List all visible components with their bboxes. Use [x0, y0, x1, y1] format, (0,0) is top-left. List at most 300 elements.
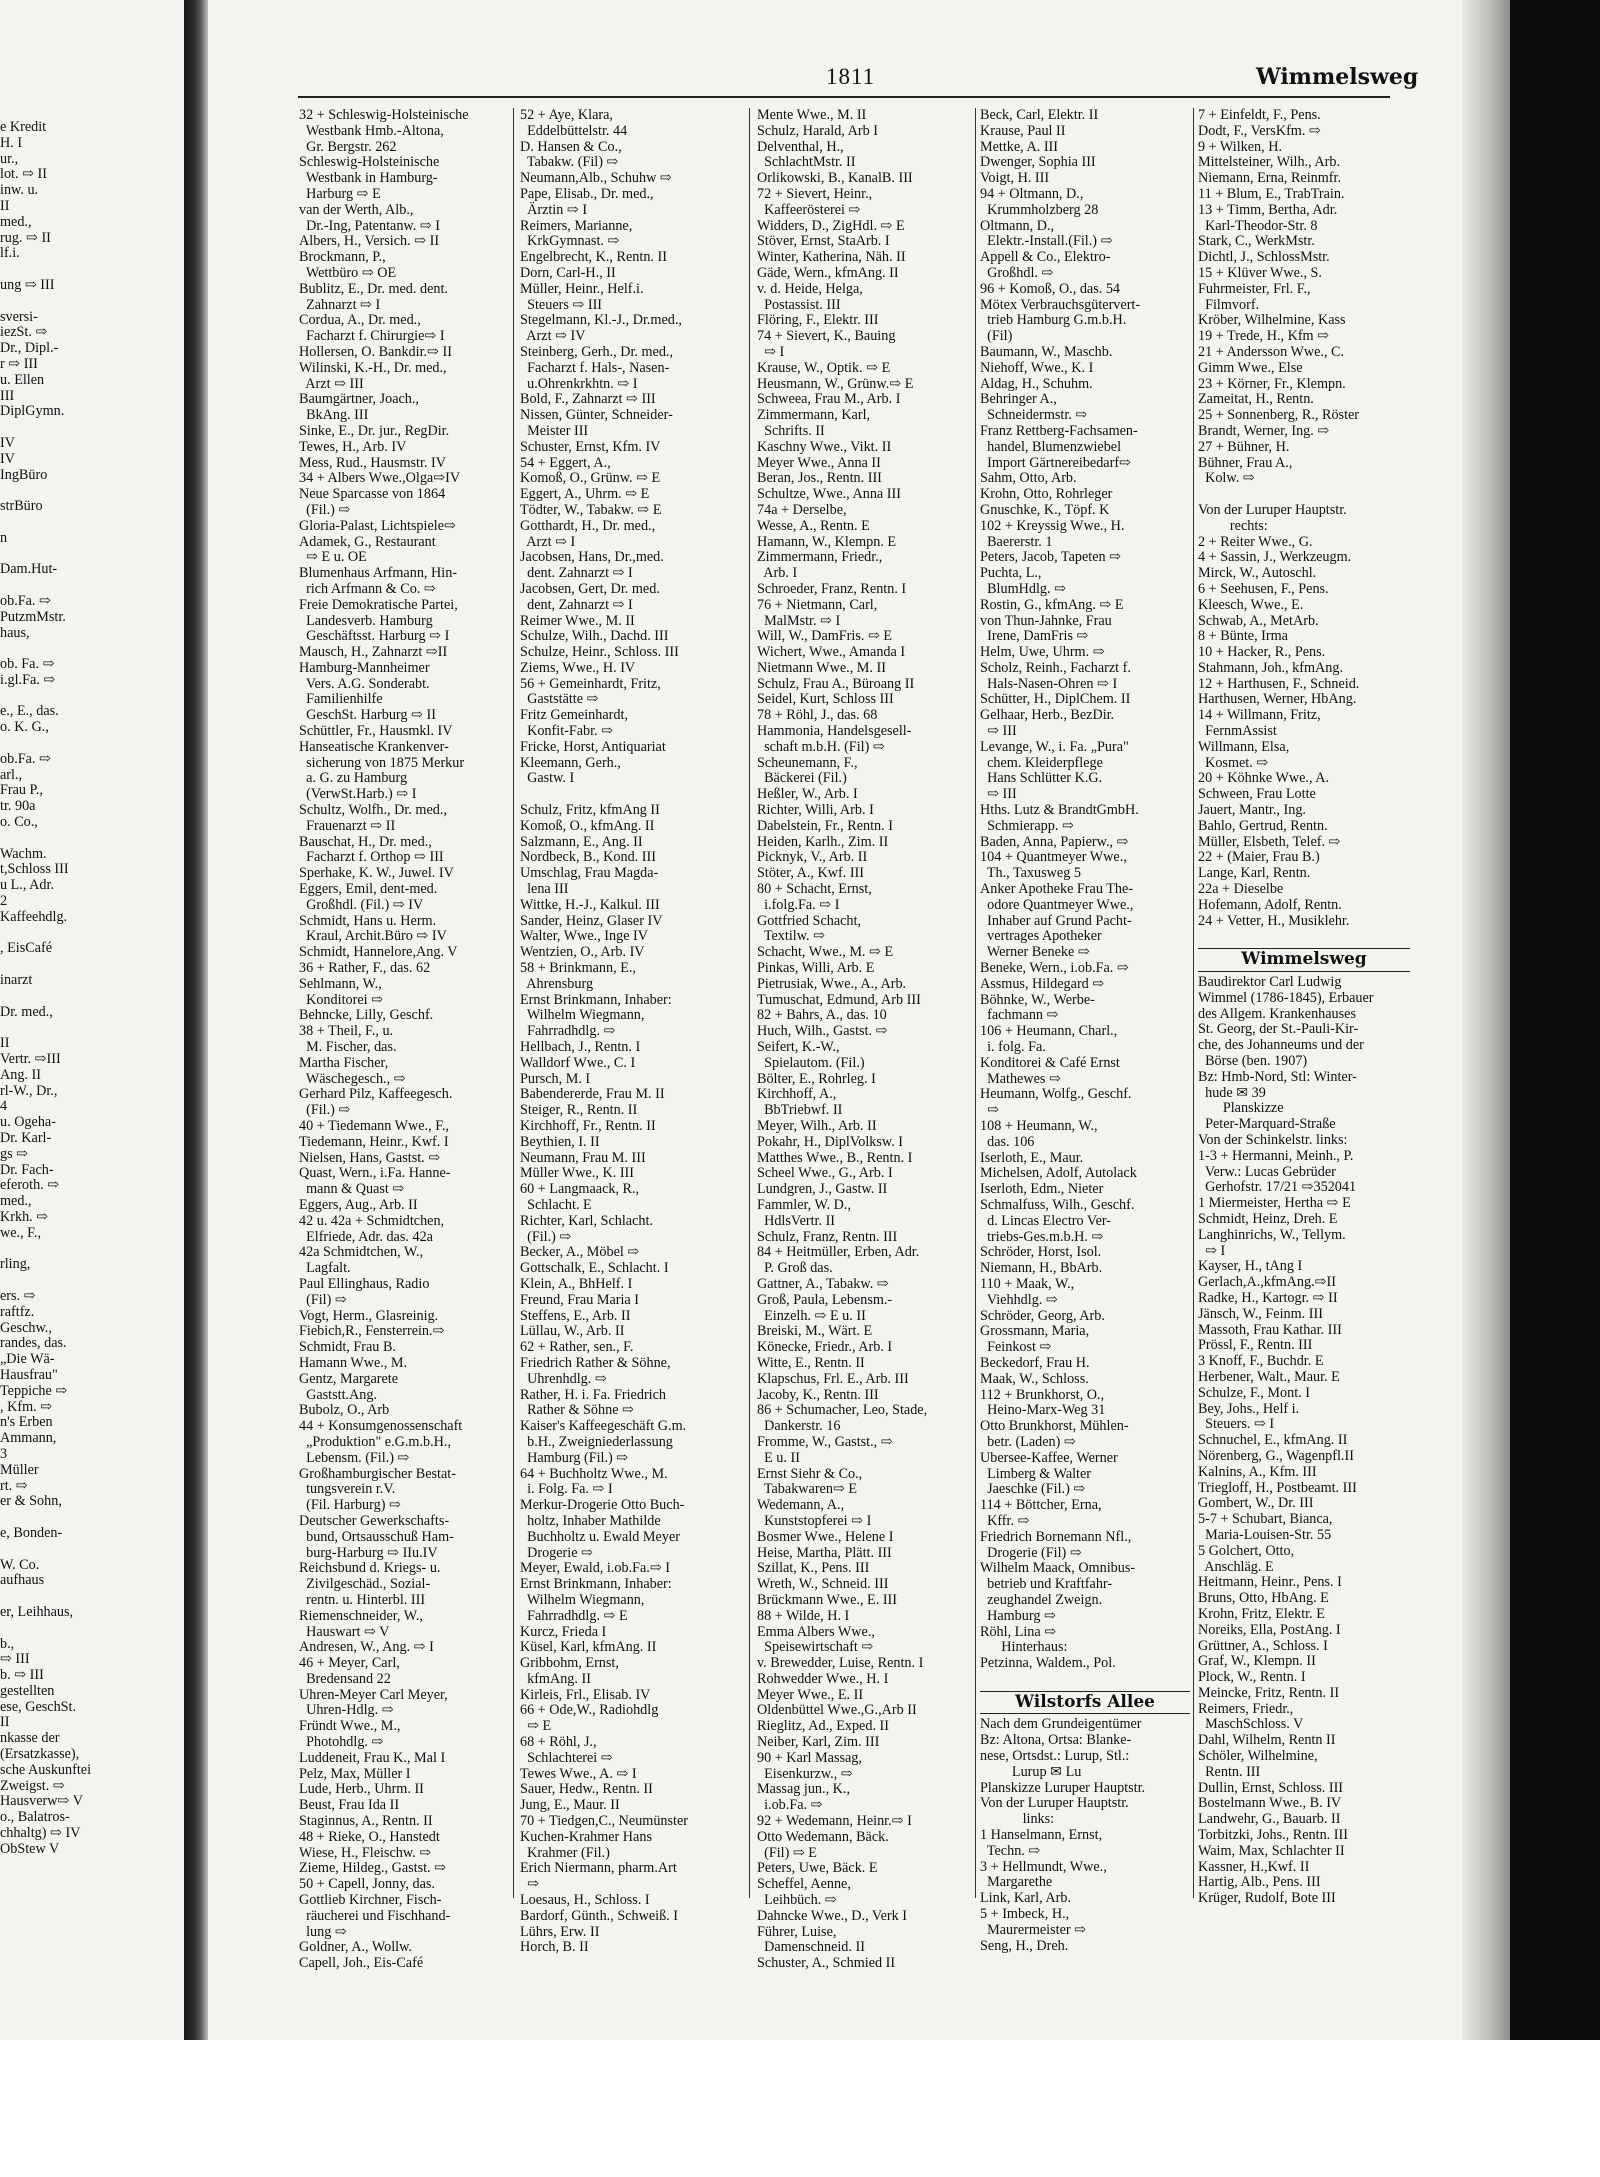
directory-entry: Import Gärtnereibedarf⇨	[980, 454, 1131, 471]
directory-entry: Goldner, A., Wollw.	[299, 1939, 412, 1956]
directory-entry: Blumenhaus Arfmann, Hin-	[299, 565, 458, 582]
directory-entry: 1 Miermeister, Hertha ⇨ E	[1198, 1195, 1351, 1212]
directory-entry: i. folg. Fa.	[980, 1039, 1046, 1056]
directory-entry: Sinke, E., Dr. jur., RegDir.	[299, 422, 450, 439]
directory-entry: Schmidt, Hannelore,Ang. V	[299, 944, 458, 961]
directory-entry: Waim, Max, Schlachter II	[1198, 1842, 1345, 1859]
directory-entry: Hauswart ⇨ V	[299, 1623, 390, 1640]
directory-entry: Will, W., DamFris. ⇨ E	[757, 628, 893, 645]
directory-entry: Schmidt, Frau B.	[299, 1339, 396, 1356]
directory-entry: 1-3 + Hermanni, Meinh., P.	[1198, 1147, 1354, 1164]
directory-entry: Rieglitz, Ad., Exped. II	[757, 1718, 889, 1735]
directory-entry: Bardorf, Günth., Schweiß. I	[520, 1907, 679, 1924]
directory-entry: Schmierapp. ⇨	[980, 817, 1074, 834]
directory-entry: holtz, Inhaber Mathilde	[520, 1512, 661, 1529]
directory-entry: Facharzt f. Orthop ⇨ III	[299, 849, 444, 866]
directory-entry: Gombert, W., Dr. III	[1198, 1495, 1314, 1512]
directory-entry: 32 + Schleswig-Holsteinische	[299, 107, 469, 123]
directory-entry: Zieme, Hildeg., Gastst. ⇨	[299, 1860, 447, 1877]
directory-entry: Reimers, Friedr.,	[1198, 1700, 1294, 1717]
directory-entry: i.ob.Fa. ⇨	[757, 1797, 823, 1814]
directory-entry: Mess, Rud., Hausmstr. IV	[299, 454, 447, 471]
directory-entry: triebs-Ges.m.b.H. ⇨	[980, 1228, 1104, 1245]
directory-entry: Anschläg. E	[1198, 1558, 1274, 1575]
directory-entry: Verw.: Lucas Gebrüder	[1198, 1163, 1336, 1180]
directory-entry: Babendererde, Frau M. II	[520, 1086, 665, 1103]
directory-entry: Heiden, Karlh., Zim. II	[757, 833, 889, 850]
directory-entry: Maak, W., Schloss.	[980, 1370, 1089, 1387]
directory-entry: fachmann ⇨	[980, 1007, 1059, 1024]
directory-entry: Schütter, H., DiplChem. II	[980, 691, 1131, 708]
directory-entry: Meyer Wwe., E. II	[757, 1686, 864, 1703]
directory-entry: n	[0, 529, 8, 546]
directory-entry: med.,	[0, 213, 32, 230]
directory-entry: D. Hansen & Co.,	[520, 138, 622, 155]
directory-entry: Bz: Hmb-Nord, Stl: Winter-	[1198, 1068, 1357, 1085]
directory-entry: v. d. Heide, Helga,	[757, 280, 863, 297]
directory-entry: Meincke, Fritz, Rentn. II	[1198, 1684, 1340, 1701]
directory-entry: Luddeneit, Frau K., Mal I	[299, 1749, 446, 1766]
directory-entry: Jacobsen, Hans, Dr.,med.	[520, 549, 664, 566]
directory-entry: van der Werth, Alb.,	[299, 201, 414, 218]
directory-entry: 74 + Sievert, K., Bauing	[757, 328, 896, 345]
directory-entry: Nörenberg, G., Wagenpfl.II	[1198, 1447, 1354, 1464]
directory-entry: gestellten	[0, 1682, 55, 1699]
directory-entry: Hans Schlütter K.G.	[980, 770, 1103, 787]
directory-entry: Sperhake, K. W., Juwel. IV	[299, 865, 454, 882]
directory-entry: Langhinrichs, W., Tellym.	[1198, 1226, 1346, 1243]
directory-entry: Fritz Gemeinhardt,	[520, 707, 628, 724]
directory-entry: Meister III	[520, 422, 589, 439]
directory-entry: Lagfalt.	[299, 1260, 351, 1277]
directory-entry: Flöring, F., Elektr. III	[757, 312, 879, 329]
directory-entry: 42a Schmidtchen, W.,	[299, 1244, 424, 1261]
directory-entry: Gelhaar, Herb., BezDir.	[980, 707, 1115, 724]
spacer	[0, 1589, 84, 1605]
directory-entry: Fromme, W., Gastst., ⇨	[757, 1433, 893, 1450]
directory-entry: 76 + Nietmann, Carl,	[757, 596, 878, 613]
directory-entry: Uhren-Meyer Carl Meyer,	[299, 1686, 448, 1703]
directory-entry: ob.Fa. ⇨	[0, 592, 51, 609]
directory-entry: Schneidermstr. ⇨	[980, 407, 1088, 424]
directory-entry: Graf, W., Klempn. II	[1198, 1653, 1316, 1670]
directory-entry: Dichtl, J., SchlossMstr.	[1198, 249, 1330, 266]
spacer	[0, 294, 84, 310]
directory-entry: Planskizze	[1198, 1100, 1284, 1117]
directory-entry: Baudirektor Carl Ludwig	[1198, 974, 1342, 991]
directory-entry: 104 + Quantmeyer Wwe.,	[980, 849, 1127, 866]
directory-entry: Dankerstr. 16	[757, 1418, 841, 1435]
directory-entry: Oldenbüttel Wwe.,G.,Arb II	[757, 1702, 917, 1719]
directory-entry: bund, Ortsausschuß Ham-	[299, 1528, 454, 1545]
directory-entry: DiplGymn.	[0, 403, 65, 420]
directory-entry: Schrifts. II	[757, 422, 825, 439]
directory-entry: Schmalfuss, Wilh., Geschf.	[980, 1196, 1135, 1213]
directory-entry: Paul Ellinghaus, Radio	[299, 1275, 430, 1292]
directory-entry: 11 + Blum, E., TrabTrain.	[1198, 185, 1345, 202]
directory-entry: Gerhard Pilz, Kaffeegesch.	[299, 1086, 453, 1103]
directory-entry: Lebensm. (Fil.) ⇨	[299, 1449, 410, 1466]
directory-entry: Mettke, A. III	[980, 138, 1059, 155]
directory-entry: Kaffeerösterei ⇨	[757, 201, 861, 218]
directory-entry: Aldag, H., Schuhm.	[980, 375, 1093, 392]
directory-entry: Limberg & Walter	[980, 1465, 1092, 1482]
directory-entry: Zahnarzt ⇨ I	[299, 296, 381, 313]
directory-entry: Niemann, Erna, Reinmfr.	[1198, 170, 1342, 187]
spacer	[0, 1273, 84, 1289]
directory-entry: e, Bonden-	[0, 1524, 63, 1541]
directory-entry: Nielsen, Hans, Gastst. ⇨	[299, 1149, 441, 1166]
directory-entry: 9 + Wilken, H.	[1198, 138, 1283, 155]
directory-entry: BlumHdlg. ⇨	[980, 580, 1066, 597]
directory-entry: II	[0, 1714, 10, 1731]
directory-entry: aufhaus	[0, 1572, 45, 1589]
directory-entry: Eggers, Emil, dent-med.	[299, 881, 438, 898]
directory-entry: Facharzt f. Chirurgie⇨ I	[299, 328, 445, 345]
directory-entry: Szillat, K., Pens. III	[757, 1560, 870, 1577]
directory-entry: PutzmMstr.	[0, 608, 66, 625]
directory-entry: Heßler, W., Arb. I	[757, 786, 858, 803]
directory-entry: ung ⇨ III	[0, 276, 55, 293]
directory-entry: 68 + Röhl, J.,	[520, 1734, 597, 1751]
directory-entry: Vers. A.G. Sonderabt.	[299, 675, 430, 692]
directory-entry: Von der Luruper Hauptstr.	[1198, 501, 1347, 518]
directory-entry: 22 + (Maier, Frau B.)	[1198, 849, 1320, 866]
directory-entry: sversi-	[0, 308, 38, 325]
directory-entry: Eddelbüttelstr. 44	[520, 122, 628, 139]
directory-entry: Schultz, Wolfh., Dr. med.,	[299, 802, 447, 819]
directory-entry: „Die Wä-	[0, 1351, 55, 1368]
directory-entry: 56 + Gemeinhardt, Fritz,	[520, 675, 661, 692]
directory-entry: Jänsch, W., Feinm. III	[1198, 1305, 1323, 1322]
directory-entry: Krummholzberg 28	[980, 201, 1099, 218]
directory-entry: dent. Zahnarzt ⇨ I	[520, 565, 633, 582]
directory-entry: Schröder, Horst, Isol.	[980, 1244, 1102, 1261]
directory-entry: (Fil) ⇨	[299, 1291, 347, 1308]
directory-entry: Breiski, M., Wärt. E	[757, 1323, 873, 1340]
directory-entry: n's Erben	[0, 1414, 53, 1431]
directory-entry: Gastw. I	[520, 770, 575, 787]
directory-entry: Wilhelm Maack, Omnibus-	[980, 1560, 1136, 1577]
directory-entry: Appell & Co., Elektro-	[980, 249, 1111, 266]
directory-entry: Lude, Herb., Uhrm. II	[299, 1781, 424, 1798]
directory-entry: Wachm.	[0, 845, 47, 862]
directory-entry: Fahrradhdlg. ⇨ E	[520, 1607, 628, 1624]
directory-entry: Plock, W., Rentn. I	[1198, 1669, 1306, 1686]
column-divider	[975, 108, 976, 1898]
directory-entry: Lange, Karl, Rentn.	[1198, 865, 1311, 882]
directory-entry: Frauenarzt ⇨ II	[299, 817, 396, 834]
directory-entry: Hausverw⇨ V	[0, 1793, 83, 1810]
directory-entry: Matthes Wwe., B., Rentn. I	[757, 1149, 913, 1166]
directory-entry: Facharzt f. Hals-, Nasen-	[520, 359, 670, 376]
directory-entry: Neumann,Alb., Schuhw ⇨	[520, 170, 672, 187]
directory-entry: Fründt Wwe., M.,	[299, 1718, 401, 1735]
directory-entry: Bäckerei (Fil.)	[757, 770, 847, 787]
directory-entry: 58 + Brinkmann, E.,	[520, 960, 636, 977]
directory-entry: Torbitzki, Johs., Rentn. III	[1198, 1827, 1348, 1844]
directory-entry: Loesaus, H., Schloss. I	[520, 1892, 650, 1909]
directory-entry: Schulz, Franz, Rentn. III	[757, 1228, 898, 1245]
previous-page-fragment	[0, 119, 92, 1858]
directory-entry: Postassist. III	[757, 296, 841, 313]
directory-entry: Wreth, W., Schneid. III	[757, 1576, 889, 1593]
directory-entry: u. Ogeha-	[0, 1114, 56, 1131]
directory-entry: Brockmann, P.,	[299, 249, 386, 266]
directory-entry: Tewes Wwe., A. ⇨ I	[520, 1765, 637, 1782]
directory-entry: Arzt ⇨ III	[299, 375, 364, 392]
directory-entry: Steinberg, Gerh., Dr. med.,	[520, 343, 674, 360]
directory-entry: Richter, Willi, Arb. I	[757, 802, 874, 819]
directory-entry: 84 + Heitmüller, Erben, Adr.	[757, 1244, 920, 1261]
directory-entry: o., Balatros-	[0, 1809, 70, 1826]
directory-entry: mann & Quast ⇨	[299, 1181, 405, 1198]
directory-entry: Grossmann, Maria,	[980, 1323, 1090, 1340]
directory-entry: i.folg.Fa. ⇨ I	[757, 896, 840, 913]
directory-entry: Kolw. ⇨	[1198, 470, 1255, 487]
directory-entry: Beust, Frau Ida II	[299, 1797, 400, 1814]
directory-entry: Tewes, H., Arb. IV	[299, 438, 407, 455]
directory-entry: Steuers ⇨ III	[520, 296, 603, 313]
directory-entry: 64 + Buchholtz Wwe., M.	[520, 1465, 668, 1482]
directory-entry: Lüllau, W., Arb. II	[520, 1323, 625, 1340]
directory-entry: dent, Zahnarzt ⇨ I	[520, 596, 633, 613]
directory-entry: Richter, Karl, Schlacht.	[520, 1212, 653, 1229]
directory-column-2	[520, 107, 735, 1956]
directory-entry: 25 + Sonnenberg, R., Röster	[1198, 407, 1360, 424]
directory-entry: Mirck, W., Autoschl.	[1198, 565, 1317, 582]
directory-entry: Buchholtz u. Ewald Meyer	[520, 1528, 680, 1545]
scan-border	[1510, 0, 1600, 2040]
directory-entry: 86 + Schumacher, Leo, Stade,	[757, 1402, 928, 1419]
directory-entry: o. Co.,	[0, 814, 38, 831]
directory-entry: Sahm, Otto, Arb.	[980, 470, 1077, 487]
directory-entry: Von der Schinkelstr. links:	[1198, 1132, 1348, 1148]
directory-entry: 66 + Ode,W., Radiohdlg	[520, 1702, 659, 1719]
directory-entry: Salzmann, E., Ang. II	[520, 833, 643, 850]
directory-entry: 70 + Tiedgen,C., Neumünster	[520, 1813, 689, 1830]
directory-entry: Picknyk, V., Arb. II	[757, 849, 868, 866]
directory-entry: Kffr. ⇨	[980, 1512, 1030, 1529]
directory-entry: 1 Hanselmann, Ernst,	[980, 1827, 1103, 1844]
directory-entry: chhaltg) ⇨ IV	[0, 1825, 81, 1842]
directory-entry: Wimmel (1786-1845), Erbauer	[1198, 989, 1374, 1006]
directory-entry: Bölter, E., Rohrleg. I	[757, 1070, 876, 1087]
directory-entry: Meyer, Ewald, i.ob.Fa.⇨ I	[520, 1560, 671, 1577]
directory-entry: Böhnke, W., Werbe-	[980, 991, 1095, 1008]
directory-entry: Margarethe	[980, 1874, 1053, 1891]
directory-entry: Dahl, Wilhelm, Rentn II	[1198, 1732, 1336, 1749]
directory-entry: Hamburg (Fil.) ⇨	[520, 1449, 629, 1466]
directory-entry: Krkh. ⇨	[0, 1208, 49, 1225]
directory-entry: Heusmann, W., Grünw.⇨ E	[757, 375, 914, 392]
directory-entry: MaschSchloss. V	[1198, 1716, 1304, 1733]
directory-entry: 21 + Andersson Wwe., C.	[1198, 343, 1345, 360]
directory-entry: 108 + Heumann, W.,	[980, 1118, 1098, 1134]
directory-entry: Steffens, E., Arb. II	[520, 1307, 631, 1324]
directory-entry: links:	[980, 1811, 1055, 1828]
directory-entry: Führer, Luise,	[757, 1923, 837, 1940]
directory-entry: Ernst Brinkmann, Inhaber:	[520, 991, 672, 1008]
directory-entry: Bublitz, E., Dr. med. dent.	[299, 280, 448, 297]
directory-entry: Ang. II	[0, 1066, 41, 1083]
directory-entry: Kaffeehdlg.	[0, 908, 68, 925]
directory-entry: betr. (Laden) ⇨	[980, 1433, 1076, 1450]
directory-entry: 22a + Dieselbe	[1198, 881, 1284, 898]
directory-entry: Sehlmann, W.,	[299, 975, 382, 992]
directory-entry: Lundgren, J., Gastw. II	[757, 1181, 888, 1198]
directory-entry: 72 + Sievert, Heinr.,	[757, 185, 873, 202]
directory-entry: Tiedemann, Heinr., Kwf. I	[299, 1133, 449, 1150]
directory-entry: u. Ellen	[0, 371, 45, 388]
directory-entry: ⇨ I	[1198, 1242, 1226, 1259]
directory-entry: Iserloth, E., Maur.	[980, 1149, 1084, 1166]
directory-entry: Gr. Bergstr. 262	[299, 138, 397, 155]
directory-entry: 112 + Brunkhorst, O.,	[980, 1386, 1105, 1403]
directory-entry: Neue Sparcasse von 1864	[299, 486, 446, 503]
directory-entry: Großhdl. ⇨	[980, 264, 1054, 281]
directory-entry: 24 + Vetter, H., Musiklehr.	[1198, 912, 1350, 929]
directory-entry: Maurermeister ⇨	[980, 1921, 1087, 1938]
directory-entry: rich Arfmann & Co. ⇨	[299, 580, 436, 597]
directory-entry: Scholz, Reinh., Facharzt f.	[980, 659, 1131, 676]
directory-entry: Widders, D., ZigHdl. ⇨ E	[757, 217, 905, 234]
directory-entry: Wichert, Wwe., Amanda I	[757, 644, 906, 661]
directory-entry: Bruns, Otto, HbAng. E	[1198, 1590, 1329, 1607]
directory-entry: Schuster, A., Schmied II	[757, 1955, 896, 1972]
directory-entry: Hamann Wwe., M.	[299, 1354, 408, 1371]
directory-entry: Brückmann Wwe., E. III	[757, 1591, 897, 1608]
directory-entry: SchlachtMstr. II	[757, 154, 856, 171]
directory-entry: Noreiks, Ella, PostAng. I	[1198, 1621, 1341, 1638]
directory-entry: Vertr. ⇨III	[0, 1051, 61, 1068]
directory-entry: Hamann, W., Klempn. E	[757, 533, 897, 550]
directory-entry: 5 + Imbeck, H.,	[980, 1906, 1070, 1923]
directory-entry: we., F.,	[0, 1224, 42, 1241]
directory-entry: Hartig, Alb., Pens. III	[1198, 1874, 1321, 1891]
directory-entry: Neiber, Karl, Zim. III	[757, 1734, 880, 1751]
directory-entry: Witte, E., Rentn. II	[757, 1354, 865, 1371]
column-divider	[513, 108, 514, 1898]
directory-entry: 10 + Hacker, R., Pens.	[1198, 644, 1326, 661]
directory-entry: Müller	[0, 1461, 39, 1478]
directory-entry: Wesse, A., Rentn. E	[757, 517, 870, 534]
directory-entry: Levange, W., i. Fa. „Pura"	[980, 738, 1129, 755]
directory-entry: Nissen, Günter, Schneider-	[520, 407, 673, 424]
directory-entry: Ernst Brinkmann, Inhaber:	[520, 1576, 672, 1593]
directory-entry: burg-Harburg ⇨ IIu.IV	[299, 1544, 438, 1561]
directory-entry: Feinkost ⇨	[980, 1339, 1052, 1356]
directory-entry: Schulze, Heinr., Schloss. III	[520, 644, 679, 661]
directory-entry: ⇨ III	[0, 1651, 30, 1668]
directory-entry: Neumann, Frau M. III	[520, 1149, 646, 1166]
directory-entry: Röhl, Lina ⇨	[980, 1623, 1057, 1640]
directory-entry: nkasse der	[0, 1730, 60, 1747]
directory-entry: i.gl.Fa. ⇨	[0, 671, 56, 688]
directory-entry: Martha Fischer,	[299, 1054, 389, 1071]
directory-entry: BbTriebwf. II	[757, 1102, 843, 1119]
directory-entry: lung ⇨	[299, 1923, 347, 1940]
directory-entry: Kunststopferei ⇨ I	[757, 1512, 872, 1529]
directory-entry: Scheunemann, F.,	[757, 754, 858, 771]
directory-entry: Hammonia, Handelsgesell-	[757, 723, 912, 740]
directory-entry: Dr. med.,	[0, 1003, 53, 1020]
directory-entry: Ärztin ⇨ I	[520, 201, 588, 218]
directory-entry: ers. ⇨	[0, 1287, 36, 1304]
directory-entry: er, Leihhaus,	[0, 1603, 74, 1620]
directory-entry: Wedemann, A.,	[757, 1497, 845, 1514]
directory-entry: 90 + Karl Massag,	[757, 1749, 862, 1766]
directory-entry: Bredensand 22	[299, 1670, 391, 1687]
directory-entry: Uhrenhdlg. ⇨	[520, 1370, 607, 1387]
directory-entry: Beck, Carl, Elektr. II	[980, 107, 1099, 123]
directory-entry: Textilw. ⇨	[757, 928, 826, 945]
directory-entry: u L., Adr.	[0, 877, 54, 894]
directory-entry: 34 + Albers Wwe.,Olga⇨IV	[299, 470, 461, 487]
directory-entry: Riemenschneider, W.,	[299, 1607, 423, 1624]
directory-entry: (VerwSt.Harb.) ⇨ I	[299, 786, 417, 803]
directory-entry: Bz: Altona, Ortsa: Blanke-	[980, 1732, 1132, 1749]
directory-entry: Schuster, Ernst, Kfm. IV	[520, 438, 661, 455]
directory-entry: (Ersatzkasse),	[0, 1746, 80, 1763]
spacer	[0, 1621, 84, 1637]
directory-entry: Komoß, O., Grünw. ⇨ E	[520, 470, 661, 487]
directory-entry: MalMstr. ⇨ I	[757, 612, 841, 629]
directory-entry: Baden, Anna, Papierw., ⇨	[980, 833, 1129, 850]
directory-entry: Reimers, Marianne,	[520, 217, 633, 234]
directory-entry: Gnuschke, K., Töpf. K	[980, 501, 1110, 518]
directory-entry: Walter, Wwe., Inge IV	[520, 928, 649, 945]
directory-entry: 40 + Tiedemann Wwe., F.,	[299, 1118, 450, 1134]
directory-entry: Einzelh. ⇨ E u. II	[757, 1307, 866, 1324]
directory-entry: Mausch, H., Zahnarzt ⇨II	[299, 644, 448, 661]
directory-entry: 3	[0, 1445, 8, 1462]
directory-entry: Bostelmann Wwe., B. IV	[1198, 1795, 1342, 1812]
directory-entry: Dr., Dipl.-	[0, 340, 59, 357]
directory-entry: Elfriede, Adr. das. 42a	[299, 1228, 433, 1245]
directory-entry: rechts:	[1198, 517, 1268, 534]
directory-entry: Vogt, Herm., Glasreinig.	[299, 1307, 439, 1324]
directory-entry: Teppiche ⇨	[0, 1382, 68, 1399]
directory-entry: Rohwedder Wwe., H. I	[757, 1670, 889, 1687]
directory-entry: Cordua, A., Dr. med.,	[299, 312, 421, 329]
directory-entry: Schweea, Frau M., Arb. I	[757, 391, 901, 408]
directory-entry: 96 + Komoß, O., das. 54	[980, 280, 1121, 297]
directory-entry: Kaiser's Kaffeegeschäft G.m.	[520, 1418, 687, 1435]
directory-entry: v. Brewedder, Luise, Rentn. I	[757, 1655, 924, 1672]
directory-entry: Kaschny Wwe., Vikt. II	[757, 438, 892, 455]
directory-entry: Brandt, Werner, Ing. ⇨	[1198, 422, 1330, 439]
directory-entry: Eggers, Aug., Arb. II	[299, 1196, 418, 1213]
directory-entry: Frau P.,	[0, 782, 43, 799]
directory-entry: Techn. ⇨	[980, 1842, 1041, 1859]
directory-entry: Dr. Fach-	[0, 1161, 54, 1178]
directory-entry: Stahmann, Joh., kfmAng.	[1198, 659, 1344, 676]
directory-entry: Fuhrmeister, Frl. F.,	[1198, 280, 1311, 297]
directory-entry: Hals-Nasen-Ohren ⇨ I	[980, 675, 1118, 692]
directory-entry: 110 + Maak, W.,	[980, 1275, 1075, 1292]
directory-entry: Tabakwaren⇨ E	[757, 1481, 858, 1498]
directory-entry: Schultze, Wwe., Anna III	[757, 486, 901, 503]
directory-entry: GeschSt. Harburg ⇨ II	[299, 707, 436, 724]
directory-entry: Kraul, Archit.Büro ⇨ IV	[299, 928, 447, 945]
directory-entry: Gottlieb Kirchner, Fisch-	[299, 1892, 442, 1909]
directory-entry: Scheel Wwe., G., Arb. I	[757, 1165, 893, 1182]
directory-entry: Schüttler, Fr., Hausmkl. IV	[299, 723, 453, 740]
directory-entry: 42 u. 42a + Schmidtchen,	[299, 1212, 445, 1229]
directory-entry: Huch, Wilh., Gastst. ⇨	[757, 1023, 888, 1040]
directory-entry: 114 + Böttcher, Erna,	[980, 1497, 1102, 1514]
